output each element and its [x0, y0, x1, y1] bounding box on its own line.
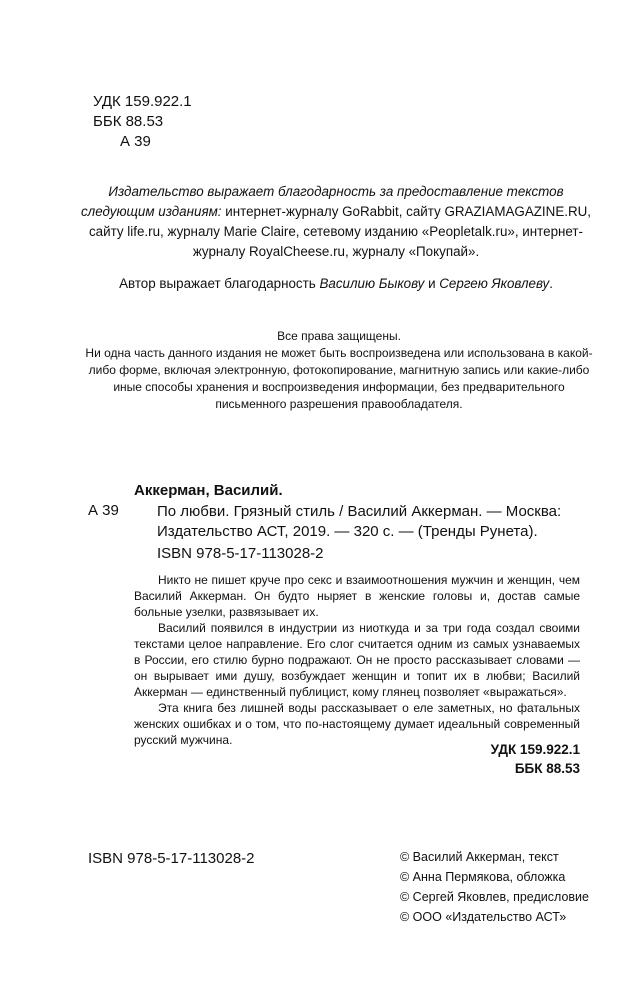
author-thanks-suffix: .: [549, 276, 553, 291]
acknowledgement-block: [70, 182, 602, 294]
author-acknowledgement: [70, 274, 602, 294]
udk-code: УДК 159.922.1: [93, 93, 192, 110]
annotation-paragraph: Эта книга без лишней воды рассказывает о еле заметных, но фатальных женских ошибках и о том, что по-настоящему думает идеальный современный русский мужчина.: [134, 701, 580, 747]
rights-title: Все права защищены.: [277, 329, 401, 343]
classification-codes-right: [491, 740, 580, 778]
catalog-author: Аккерман, Василий.: [134, 482, 283, 499]
copyright-list: [400, 847, 589, 927]
annotation-paragraph: Василий появился в индустрии из ниоткуда и за три года создал своими текстами целое направление. Его слог считается одним из самых узнаваемых в России, его стилю бурно подражают. Он не просто рассказывает словами — он вырывает ими душу, возбуждает женщин и топит их в любви; Василий Аккерман — единственный публицист, кому глянец позволяет «выражаться».: [134, 621, 580, 699]
copyright-line: © Анна Пермякова, обложка: [400, 870, 566, 884]
catalog-description: По любви. Грязный стиль / Василий Аккерман. — Москва: Издательство АСТ, 2019. — 320 с. — (Тренды Рунета).: [157, 503, 562, 540]
author-thanks-prefix: Автор выражает благодарность: [119, 276, 320, 291]
bbk-code: ББК 88.53: [93, 113, 164, 130]
annotation-paragraph: Никто не пишет круче про секс и взаимоотношения мужчин и женщин, чем Василий Аккерман. Он будто ныряет в женские головы и, достав самые больные узелки, развязывает их.: [134, 573, 580, 619]
thanks-conjunction: и: [424, 276, 440, 291]
udk-code-right: УДК 159.922.1: [490, 742, 580, 757]
catalog-author-mark: А 39: [88, 502, 119, 519]
thanked-person-1: Василию Быкову: [319, 276, 425, 291]
copyright-line: © Василий Аккерман, текст: [400, 850, 559, 864]
publisher-acknowledgement-italic: Издательство выражает благодарность за предоставление текстов следующим изданиям:: [80, 184, 564, 219]
rights-block: [80, 328, 598, 413]
catalog-isbn: ISBN 978-5-17-113028-2: [157, 545, 324, 562]
copyright-line: © Сергей Яковлев, предисловие: [400, 890, 589, 904]
publisher-acknowledgement-sources: интернет-журналу GoRabbit, сайту GRAZIAMAGAZINE.RU, сайту life.ru, журналу Marie Claire, сетевому изданию «Peopletalk.ru», интернет-журналу RoyalCheese.ru, журналу «Покупай».: [88, 204, 592, 259]
annotation: [134, 572, 580, 748]
thanked-person-2: Сергею Яковлеву: [439, 276, 550, 291]
bottom-isbn: ISBN 978-5-17-113028-2: [88, 850, 255, 867]
copyright-line: © ООО «Издательство АСТ»: [400, 910, 567, 924]
publisher-acknowledgement: [70, 182, 602, 262]
top-classification-codes: [93, 92, 192, 152]
bbk-code-right: ББК 88.53: [514, 761, 580, 776]
author-mark: А 39: [120, 133, 151, 150]
rights-text: Ни одна часть данного издания не может быть воспроизведена или использована в какой-либо форме, включая электронную, фотокопирование, магнитную запись или какие-либо иные способы хранения и воспроизведения информации, без предварительного письменного разрешения правообладателя.: [85, 346, 593, 411]
